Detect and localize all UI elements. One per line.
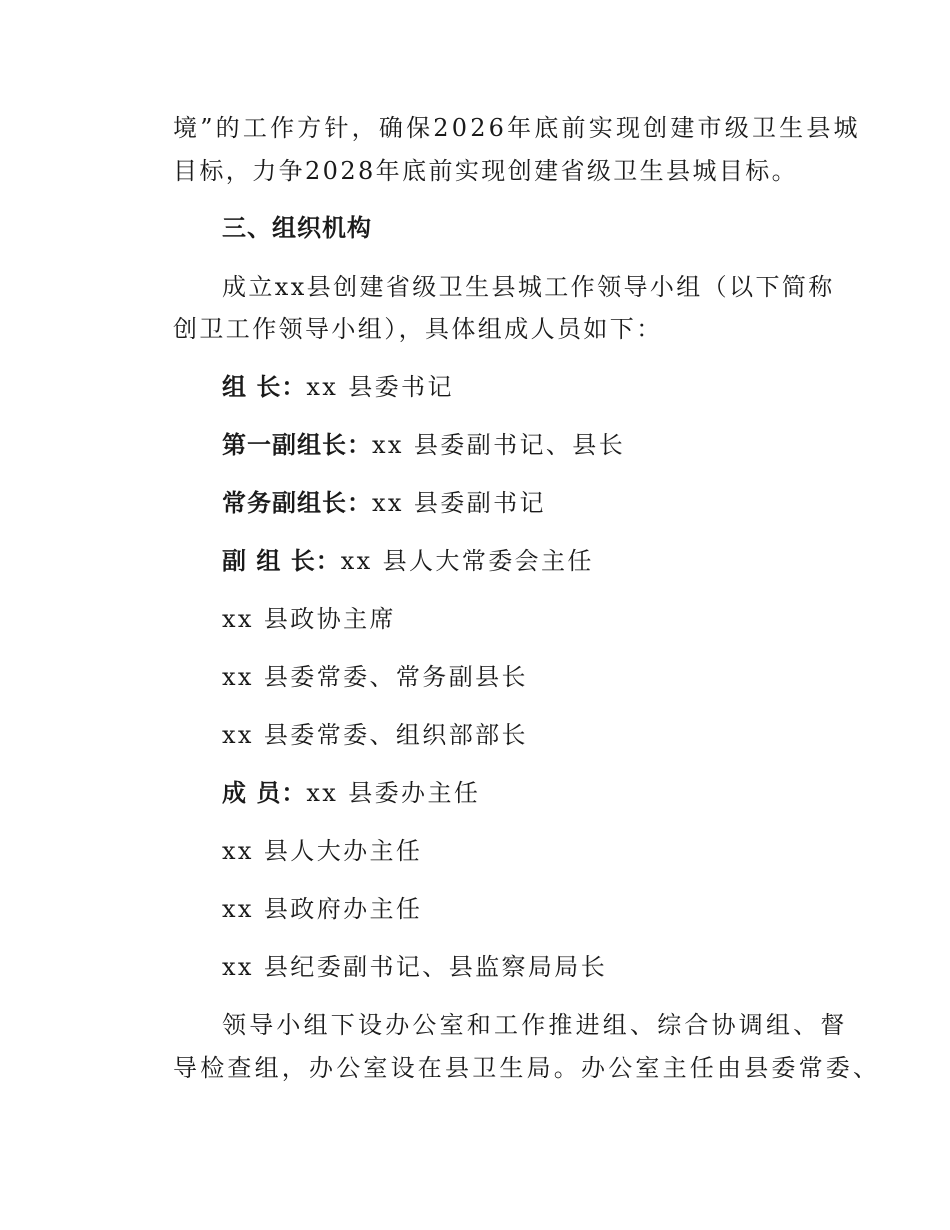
establish-line-2: 创卫工作领导小组），具体组成人员如下：: [173, 315, 663, 343]
closing-line-1: 领导小组下设办公室和工作推进组、综合协调组、督: [222, 1011, 848, 1039]
intro-line-1: 境”的工作方针，确保2026年底前实现创建市级卫生县城: [173, 114, 861, 142]
section-heading: 三、组织机构: [222, 214, 372, 242]
member-row: [222, 952, 607, 982]
member-row: [222, 546, 594, 576]
member-value: xx 县政府办主任: [222, 895, 423, 923]
member-label: 第一副组长：: [222, 431, 372, 459]
member-value: xx 县委副书记: [372, 489, 546, 517]
member-value: xx 县纪委副书记、县监察局局长: [222, 953, 608, 981]
member-value: xx 县委常委、组织部部长: [222, 721, 528, 749]
member-label: 组 长：: [222, 373, 307, 401]
intro-line-2: 目标，力争2028年底前实现创建省级卫生县城目标。: [173, 157, 799, 185]
member-value: xx 县人大办主任: [222, 837, 423, 865]
member-row: [222, 720, 528, 750]
member-label: 副 组 长：: [222, 547, 341, 575]
member-value: xx 县委办主任: [306, 779, 481, 807]
member-row: [222, 836, 422, 866]
member-row: [222, 894, 422, 924]
establish-line-1: 成立xx县创建省级卫生县城工作领导小组（以下简称: [222, 273, 835, 301]
member-row: [222, 604, 396, 634]
member-value: xx 县委副书记、县长: [372, 431, 626, 459]
member-value: xx 县委常委、常务副县长: [222, 663, 528, 691]
member-row: [222, 430, 625, 460]
member-value: xx 县政协主席: [222, 605, 396, 633]
member-row: [222, 662, 528, 692]
closing-line-2: 导检查组，办公室设在县卫生局。办公室主任由县委常委、: [173, 1054, 881, 1082]
member-row: [222, 372, 454, 402]
member-value: xx 县委书记: [306, 373, 454, 401]
member-row: [222, 778, 480, 808]
member-value: xx 县人大常委会主任: [340, 547, 594, 575]
member-label: 常务副组长：: [222, 489, 372, 517]
member-row: [222, 488, 546, 518]
member-label: 成 员：: [222, 779, 307, 807]
